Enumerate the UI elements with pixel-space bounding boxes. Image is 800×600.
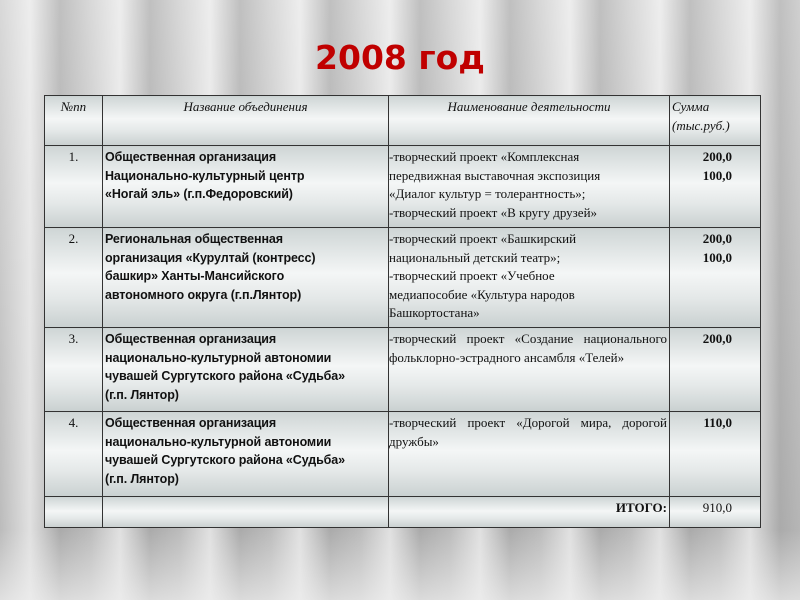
total-label: ИТОГО: — [389, 497, 670, 528]
organization-name: Региональная общественная организация «Курултай (контресс) башкир» Ханты-Мансийского автономного округа (г.п.Лянтор) — [103, 228, 389, 328]
funding-table — [44, 95, 761, 528]
table-row — [45, 228, 761, 328]
activity-description: -творческий проект «Создание национального фольклорно-эстрадного ансамбля «Телей» — [389, 328, 670, 412]
amount: 200,0 100,0 — [670, 228, 761, 328]
row-number: 3. — [45, 328, 103, 412]
table-row — [45, 328, 761, 412]
empty-cell — [45, 497, 103, 528]
organization-name: Общественная организация национально-культурной автономии чувашей Сургутского района «Судьба» (г.п. Лянтор) — [103, 412, 389, 497]
header-number: №пп — [45, 96, 103, 146]
slide-title: 2008 год — [315, 38, 485, 77]
activity-description: -творческий проект «Дорогой мира, дорогой дружбы» — [389, 412, 670, 497]
header-amount: Сумма (тыс.руб.) — [670, 96, 761, 146]
amount: 110,0 — [670, 412, 761, 497]
row-number: 1. — [45, 146, 103, 228]
table-row — [45, 412, 761, 497]
curtain-fringe — [0, 530, 800, 600]
activity-description: -творческий проект «Комплексная передвижная выставочная экспозиция «Диалог культур = толерантность»; -творческий проект «В кругу друзей» — [389, 146, 670, 228]
total-row — [45, 497, 761, 528]
row-number: 2. — [45, 228, 103, 328]
organization-name: Общественная организация Национально-культурный центр «Ногай эль» (г.п.Федоровский) — [103, 146, 389, 228]
total-value: 910,0 — [670, 497, 761, 528]
empty-cell — [103, 497, 389, 528]
amount: 200,0 100,0 — [670, 146, 761, 228]
header-organization: Название объединения — [103, 96, 389, 146]
organization-name: Общественная организация национально-культурной автономии чувашей Сургутского района «Судьба» (г.п. Лянтор) — [103, 328, 389, 412]
table-row — [45, 146, 761, 228]
amount: 200,0 — [670, 328, 761, 412]
table-header-row — [45, 96, 761, 146]
row-number: 4. — [45, 412, 103, 497]
activity-description: -творческий проект «Башкирский национальный детский театр»; -творческий проект «Учебное медиапособие «Культура народов Башкортостана» — [389, 228, 670, 328]
header-activity: Наименование деятельности — [389, 96, 670, 146]
